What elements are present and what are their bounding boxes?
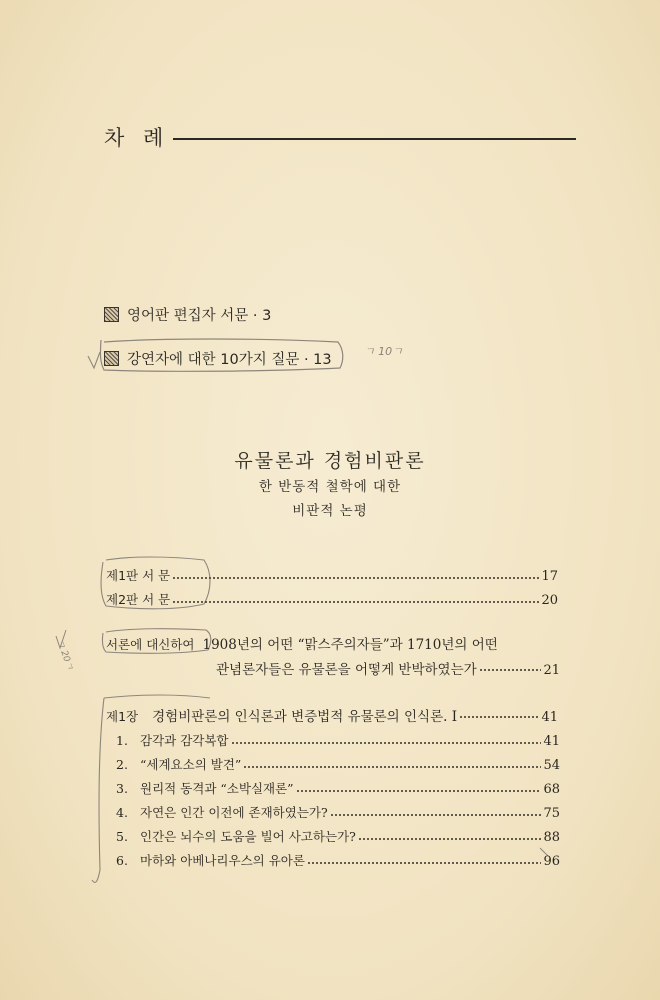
square-bullet-icon: [104, 351, 119, 366]
margin-note: ㄱ 10ㄱ: [364, 345, 403, 358]
toc-entry-second-edition-preface[interactable]: [106, 590, 558, 608]
heading-rule: [173, 138, 576, 140]
dot-leader: [243, 766, 541, 768]
dot-leader: [358, 838, 542, 840]
toc-entry-label: 제1판 서 문: [106, 568, 171, 583]
book-subtitle-line-1: 한 반동적 철학에 대한: [258, 479, 402, 495]
section-title: “세계요소의 발견”: [140, 757, 242, 772]
chapter-title: 경험비판론의 인식론과 변증법적 유물론의 인식론. I: [152, 709, 458, 725]
toc-entry-chapter-1[interactable]: [106, 705, 558, 723]
page-number: 17: [541, 569, 558, 584]
page-number: 41: [543, 734, 560, 749]
toc-entry-title-line-2: 관념론자들은 유물론을 어떻게 반박하였는가: [216, 662, 477, 678]
toc-entry-introduction[interactable]: [106, 633, 558, 651]
page-number: 54: [543, 758, 560, 773]
toc-section-1[interactable]: [116, 731, 560, 749]
dot-leader: [459, 716, 539, 718]
chapter-label: 제1장: [106, 709, 139, 724]
dot-leader: [296, 790, 542, 792]
contents-heading: [104, 122, 576, 152]
margin-note: ㄱ 20ㄱ: [54, 638, 75, 672]
contents-heading-label: 차 례: [104, 126, 170, 150]
toc-section-3[interactable]: [116, 779, 560, 797]
toc-entry-label: 서론에 대신하여: [106, 637, 195, 652]
square-bullet-icon: [104, 307, 119, 322]
toc-section-6[interactable]: [116, 851, 560, 869]
page-number: 75: [543, 806, 560, 821]
toc-section-5[interactable]: [116, 827, 560, 845]
page-number: 88: [543, 830, 560, 845]
toc-entry-first-edition-preface[interactable]: [106, 566, 558, 584]
dot-leader: [479, 669, 542, 671]
section-number: 4.: [116, 805, 128, 820]
dot-leader: [307, 862, 542, 864]
page-number: 68: [543, 782, 560, 797]
toc-section-2[interactable]: [116, 755, 560, 773]
section-number: 3.: [116, 781, 128, 796]
page-number: 20: [541, 593, 558, 608]
section-number: 2.: [116, 757, 128, 772]
section-number: 5.: [116, 829, 128, 844]
page-number: 96: [543, 854, 560, 869]
section-title: 인간은 뇌수의 도움을 빌어 사고하는가?: [140, 829, 356, 844]
dot-leader: [172, 601, 539, 603]
page-number: 21: [543, 663, 560, 678]
section-number: 6.: [116, 853, 128, 868]
page-number: 41: [541, 710, 558, 725]
toc-section-4[interactable]: [116, 803, 560, 821]
dot-leader: [330, 814, 542, 816]
toc-entry-label: 강연자에 대한 10가지 질문 · 13: [127, 352, 332, 368]
section-title: 감각과 감각복합: [140, 733, 229, 748]
dot-leader: [231, 742, 542, 744]
section-title: 원리적 동격과 “소박실재론”: [140, 781, 294, 796]
book-subtitle-line-2: 비판적 논평: [292, 503, 368, 519]
toc-entry-questions[interactable]: [104, 348, 332, 369]
toc-entry-label: 제2판 서 문: [106, 592, 171, 607]
toc-entry-editor-preface[interactable]: [104, 304, 271, 325]
section-number: 1.: [116, 733, 128, 748]
book-title: 유물론과 경험비판론: [234, 450, 426, 472]
toc-entry-title-line-1: 1908년의 어떤 “맑스주의자들”과 1710년의 어떤: [202, 637, 498, 653]
section-title: 마하와 아베나리우스의 유아론: [140, 853, 305, 868]
dot-leader: [172, 577, 539, 579]
section-title: 자연은 인간 이전에 존재하였는가?: [140, 805, 328, 820]
toc-entry-introduction-continued[interactable]: [216, 658, 560, 676]
toc-entry-label: 영어판 편집자 서문 · 3: [127, 308, 272, 324]
